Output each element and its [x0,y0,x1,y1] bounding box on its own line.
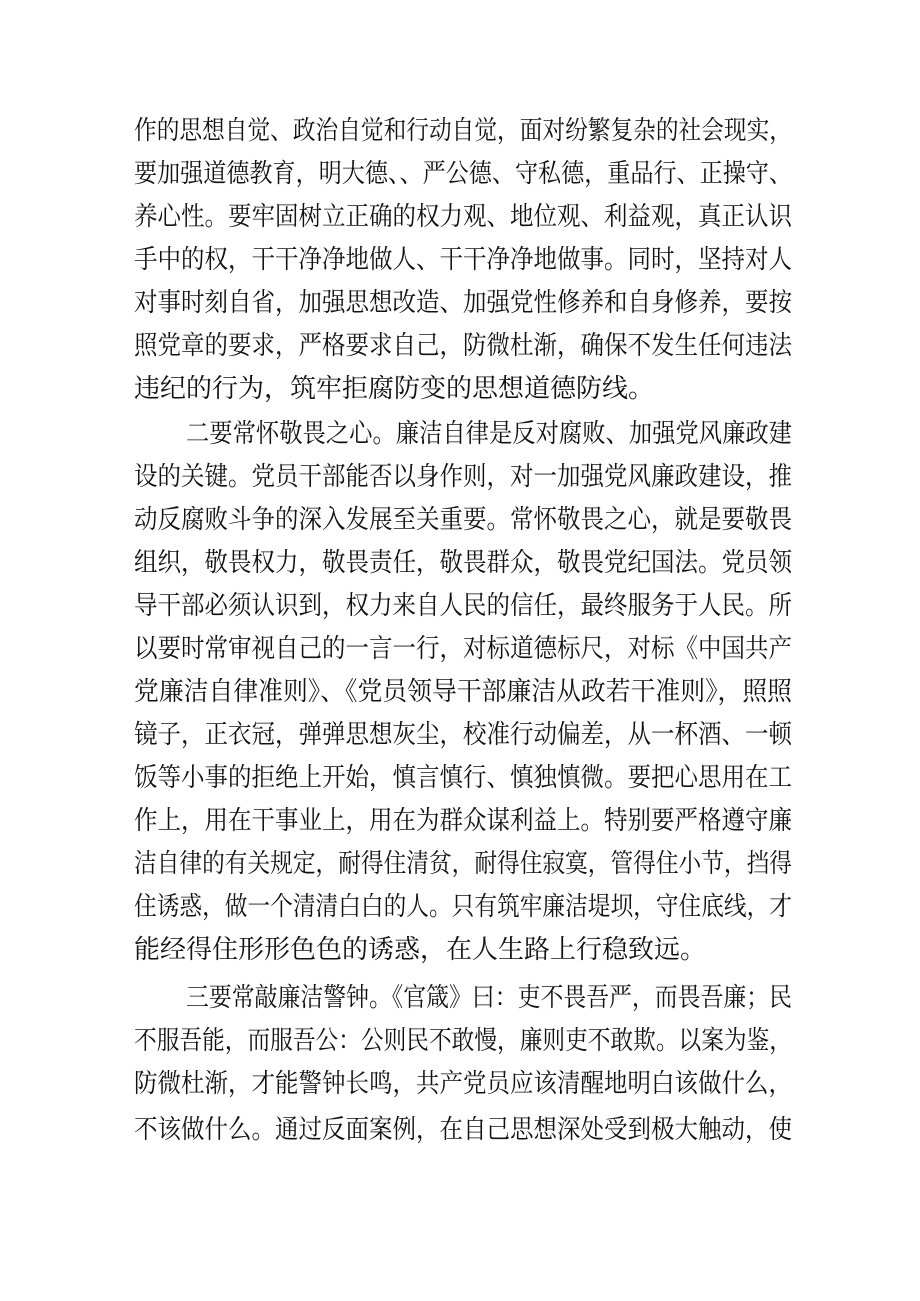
text-line-content: 以要时常审视自己的一言一行，对标道德标尺，对标《中国共产 [134,634,792,664]
text-line-content: 洁自律的有关规定，耐得住清贫，耐得住寂寞，管得住小节，挡得 [134,849,792,879]
text-line [0,543,920,583]
text-line-content: 手中的权，干干净净地做人、干干净净地做事。同时，坚持对人 [134,245,792,275]
text-line-content: 违纪的行为，筑牢拒腐防变的思想道德防线。 [134,374,655,404]
text-line [0,978,920,1018]
text-line [0,369,920,409]
text-line-content: 组织，敬畏权力，敬畏责任，敬畏群众，敬畏党纪国法。党员领 [134,548,792,578]
text-line [0,887,920,927]
text-line [0,930,920,970]
text-line-content: 作上，用在干事业上，用在为群众谋利益上。特别要严格遵守廉 [134,806,792,836]
text-line-content: 镜子，正衣冠，弹弹思想灰尘，校准行动偏差，从一杯酒、一顿 [134,720,792,750]
text-line-content: 党廉洁自律准则》、《党员领导干部廉洁从政若干准则》，照照 [134,677,792,707]
text-line [0,801,920,841]
text-line-content: 对事时刻自省，加强思想改造、加强党性修养和自身修养，要按 [134,288,792,318]
text-line-content: 饭等小事的拒绝上开始，慎言慎行、慎独慎微。要把心思用在工 [134,763,792,793]
text-line-content: 照党章的要求，严格要求自己，防微杜渐，确保不发生任何违法 [134,331,792,361]
text-line-content: 养心性。要牢固树立正确的权力观、地位观、利益观，真正认识 [134,202,792,232]
text-line [0,500,920,540]
text-line [0,586,920,626]
text-line-content: 能经得住形形色色的诱惑，在人生路上行稳致远。 [134,935,707,965]
text-line-content: 三要常敲廉洁警钟。《官箴》曰：吏不畏吾严，而畏吾廉；民 [186,983,792,1013]
text-line [0,283,920,323]
text-line [0,326,920,366]
text-line [0,672,920,712]
text-line-content: 作的思想自觉、政治自觉和行动自觉，面对纷繁复杂的社会现实， [134,116,792,146]
text-line [0,715,920,755]
text-line-content: 导干部必须认识到，权力来自人民的信任，最终服务于人民。所 [134,591,792,621]
text-line-content: 二要常怀敬畏之心。廉洁自律是反对腐败、加强党风廉政建 [186,419,792,449]
text-line-content: 不服吾能，而服吾公：公则民不敢慢，廉则吏不敢欺。以案为鉴， [134,1026,792,1056]
text-line [0,240,920,280]
text-line [0,197,920,237]
text-line [0,1021,920,1061]
text-line [0,1064,920,1104]
text-line [0,1110,920,1150]
text-line [0,758,920,798]
text-line [0,154,920,194]
text-line [0,457,920,497]
text-line-content: 设的关键。党员干部能否以身作则，对一加强党风廉政建设，推 [134,462,792,492]
text-line-content: 不该做什么。通过反面案例，在自己思想深处受到极大触动，使 [134,1115,792,1145]
text-line [0,414,920,454]
text-line-content: 要加强道德教育，明大德、、严公德、守私德，重品行、正操守、 [134,159,792,189]
text-line-content: 动反腐败斗争的深入发展至关重要。常怀敬畏之心，就是要敬畏 [134,505,792,535]
text-line [0,629,920,669]
text-line-content: 住诱惑，做一个清清白白的人。只有筑牢廉洁堤坝，守住底线，才 [134,892,792,922]
text-line [0,111,920,151]
text-line [0,844,920,884]
text-line-content: 防微杜渐，才能警钟长鸣，共产党员应该清醒地明白该做什么， [134,1069,792,1099]
